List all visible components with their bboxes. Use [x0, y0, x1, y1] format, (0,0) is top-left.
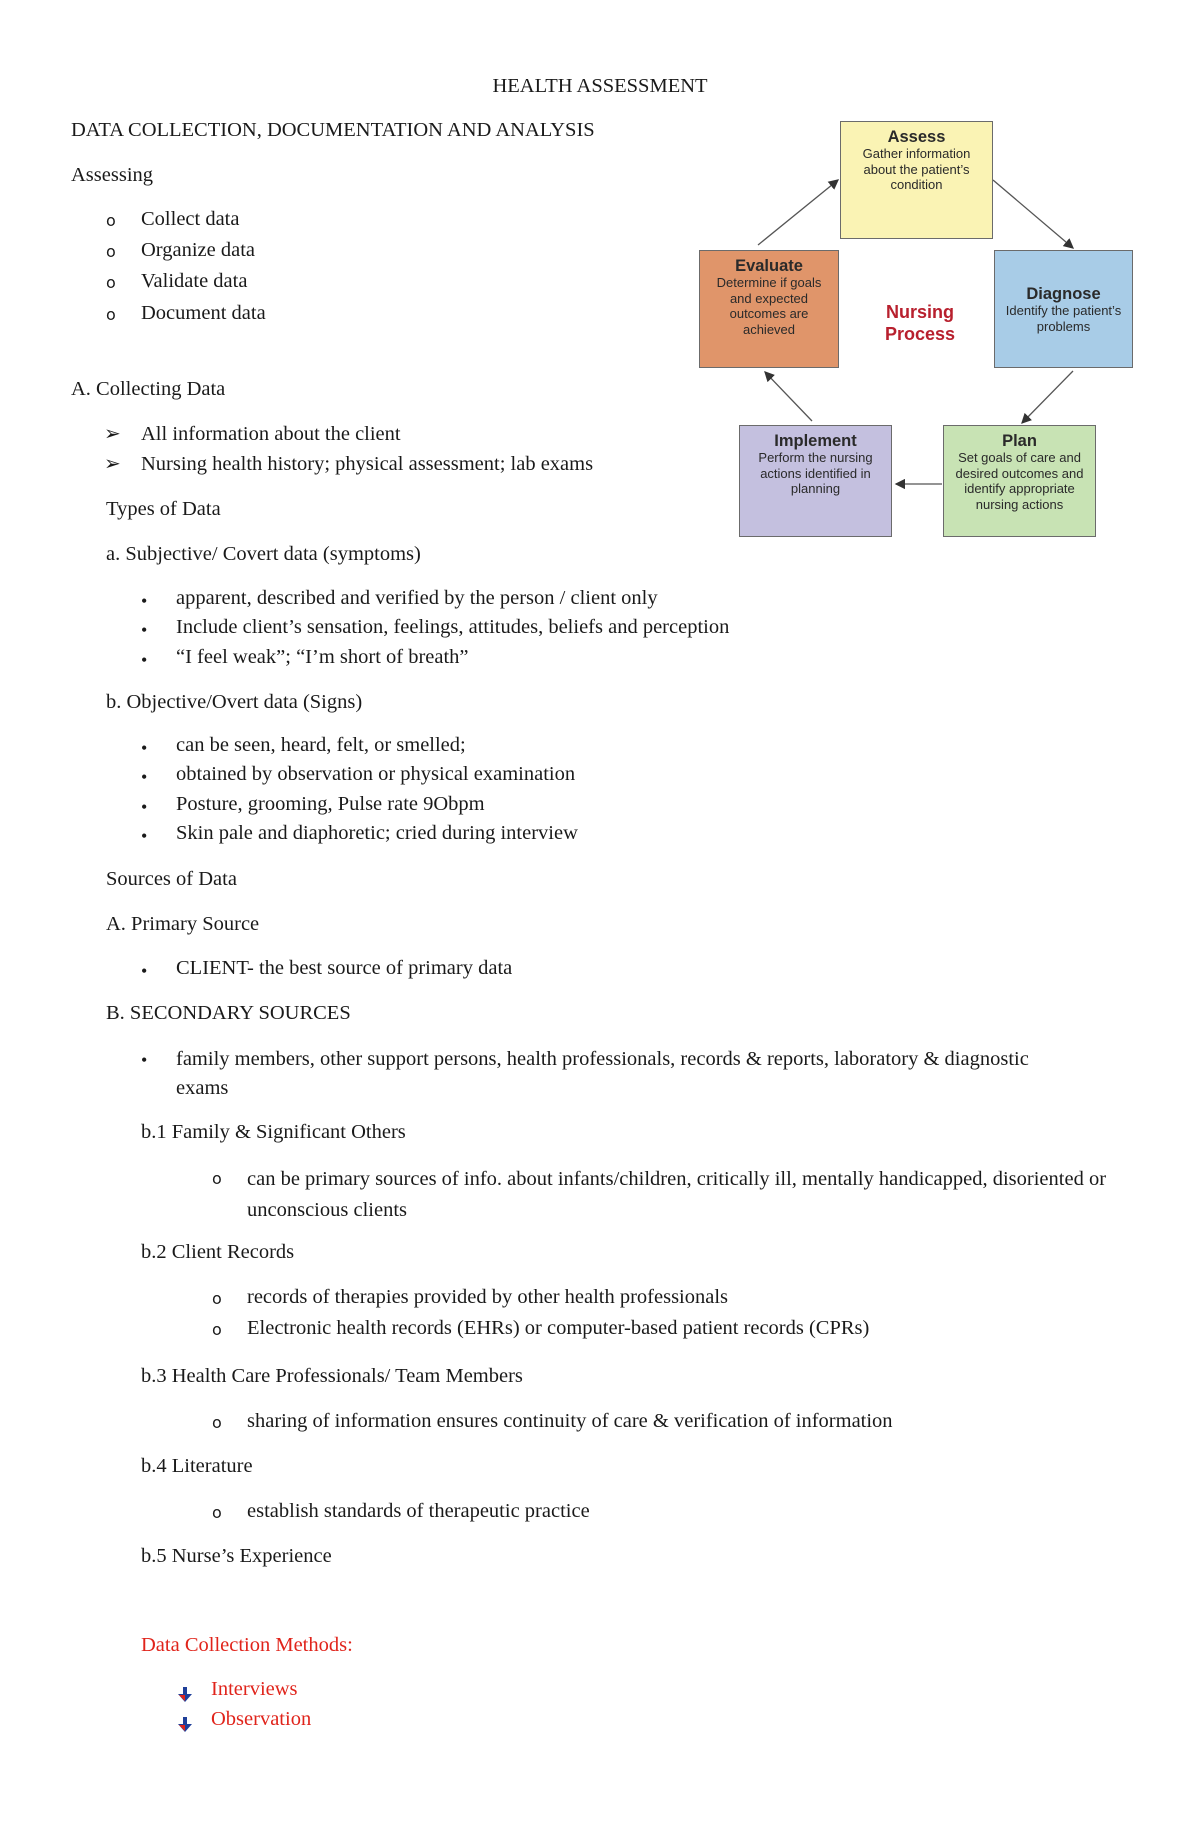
primary-heading: A. Primary Source: [106, 913, 260, 935]
arrow-bullet-icon: ➢: [104, 421, 121, 445]
list-item: records of therapies provided by other health professionals: [247, 1286, 729, 1308]
arrow-evaluate-to-assess: [758, 180, 838, 245]
subsection-heading: b.5 Nurse’s Experience: [141, 1545, 332, 1567]
circle-bullet-icon: o: [106, 305, 116, 324]
dot-bullet-icon: •: [141, 650, 148, 670]
types-heading: Types of Data: [106, 498, 221, 520]
collecting-heading: A. Collecting Data: [71, 378, 226, 400]
assessing-label: Assessing: [71, 164, 154, 186]
circle-bullet-icon: o: [106, 273, 116, 292]
arrow-diagnose-to-plan: [1022, 371, 1073, 423]
circle-bullet-icon: o: [106, 211, 116, 230]
dot-bullet-icon: •: [141, 826, 148, 846]
circle-bullet-icon: o: [212, 1289, 222, 1308]
evaluate-title: Evaluate: [735, 257, 803, 275]
implement-desc: Perform the nursing actions identified in planning: [758, 450, 873, 497]
list-item: “I feel weak”; “I’m short of breath”: [176, 646, 469, 668]
circle-bullet-icon: o: [212, 1169, 222, 1188]
diagnose-title: Diagnose: [1026, 285, 1101, 303]
list-item: can be seen, heard, felt, or smelled;: [176, 734, 466, 756]
dot-bullet-icon: •: [141, 961, 148, 981]
list-item: family members, other support persons, health professionals, records & reports, laboratory & diagnostic exams: [176, 1048, 1029, 1099]
diagnose-desc: Identify the patient’s problems: [1005, 303, 1122, 334]
diagnose-box: [994, 250, 1133, 368]
arrow-implement-to-evaluate: [765, 372, 812, 421]
list-item: Electronic health records (EHRs) or computer-based patient records (CPRs): [247, 1317, 870, 1339]
document-title: HEALTH ASSESSMENT: [492, 75, 708, 97]
list-item: Document data: [141, 302, 266, 324]
methods-heading: Data Collection Methods:: [141, 1634, 353, 1656]
subsection-heading: b.2 Client Records: [141, 1241, 295, 1263]
assess-box: [840, 121, 993, 239]
list-item: Include client’s sensation, feelings, attitudes, beliefs and perception: [176, 616, 730, 638]
arrow-down-marker-icon: [178, 1715, 192, 1741]
subsection-heading: b.3 Health Care Professionals/ Team Members: [141, 1365, 523, 1387]
circle-bullet-icon: o: [106, 242, 116, 261]
dot-bullet-icon: •: [141, 797, 148, 817]
list-item: Interviews: [211, 1678, 298, 1700]
list-item: obtained by observation or physical examination: [176, 763, 576, 785]
secondary-heading: B. SECONDARY SOURCES: [106, 1002, 351, 1024]
list-item: CLIENT- the best source of primary data: [176, 957, 513, 979]
center-line-1: Nursing: [885, 302, 954, 322]
dot-bullet-icon: •: [141, 767, 148, 787]
implement-box: [739, 425, 892, 537]
subsection-heading: b.4 Literature: [141, 1455, 253, 1477]
list-item: Nursing health history; physical assessment; lab exams: [141, 453, 594, 475]
section-heading: DATA COLLECTION, DOCUMENTATION AND ANALYSIS: [71, 119, 595, 141]
evaluate-desc: Determine if goals and expected outcomes are achieved: [716, 275, 822, 337]
list-item: can be primary sources of info. about infants/children, critically ill, mentally handicapped, disoriented or unconscious clients: [247, 1168, 1107, 1221]
arrow-bullet-icon: ➢: [104, 451, 121, 475]
list-item: establish standards of therapeutic practice: [247, 1500, 590, 1522]
arrow-down-marker-icon: [178, 1685, 192, 1711]
dot-bullet-icon: •: [141, 738, 148, 758]
circle-bullet-icon: o: [212, 1413, 222, 1432]
assess-title: Assess: [887, 128, 946, 146]
list-item: Collect data: [141, 208, 240, 230]
objective-heading: b. Objective/Overt data (Signs): [106, 691, 363, 713]
list-item: Observation: [211, 1708, 312, 1730]
implement-title: Implement: [774, 432, 857, 450]
nursing-process-label: [870, 302, 970, 345]
arrow-assess-to-diagnose: [993, 180, 1073, 248]
subjective-heading: a. Subjective/ Covert data (symptoms): [106, 543, 421, 565]
dot-bullet-icon: •: [141, 620, 148, 640]
list-item: Validate data: [141, 270, 248, 292]
plan-box: [943, 425, 1096, 537]
circle-bullet-icon: o: [212, 1503, 222, 1522]
evaluate-box: [699, 250, 839, 368]
sources-heading: Sources of Data: [106, 868, 237, 890]
list-item: All information about the client: [141, 423, 401, 445]
list-item: Skin pale and diaphoretic; cried during interview: [176, 822, 578, 844]
assess-desc: Gather information about the patient’s condition: [862, 146, 971, 193]
list-item: sharing of information ensures continuity of care & verification of information: [247, 1410, 893, 1432]
circle-bullet-icon: o: [212, 1320, 222, 1339]
list-item: apparent, described and verified by the person / client only: [176, 587, 658, 609]
plan-title: Plan: [1002, 432, 1037, 450]
list-item: Posture, grooming, Pulse rate 9Obpm: [176, 793, 485, 815]
dot-bullet-icon: •: [141, 1050, 148, 1070]
dot-bullet-icon: •: [141, 591, 148, 611]
subsection-heading: b.1 Family & Significant Others: [141, 1121, 406, 1143]
center-line-2: Process: [884, 323, 956, 344]
plan-desc: Set goals of care and desired outcomes and identify appropriate nursing actions: [955, 450, 1084, 512]
list-item: Organize data: [141, 239, 256, 261]
